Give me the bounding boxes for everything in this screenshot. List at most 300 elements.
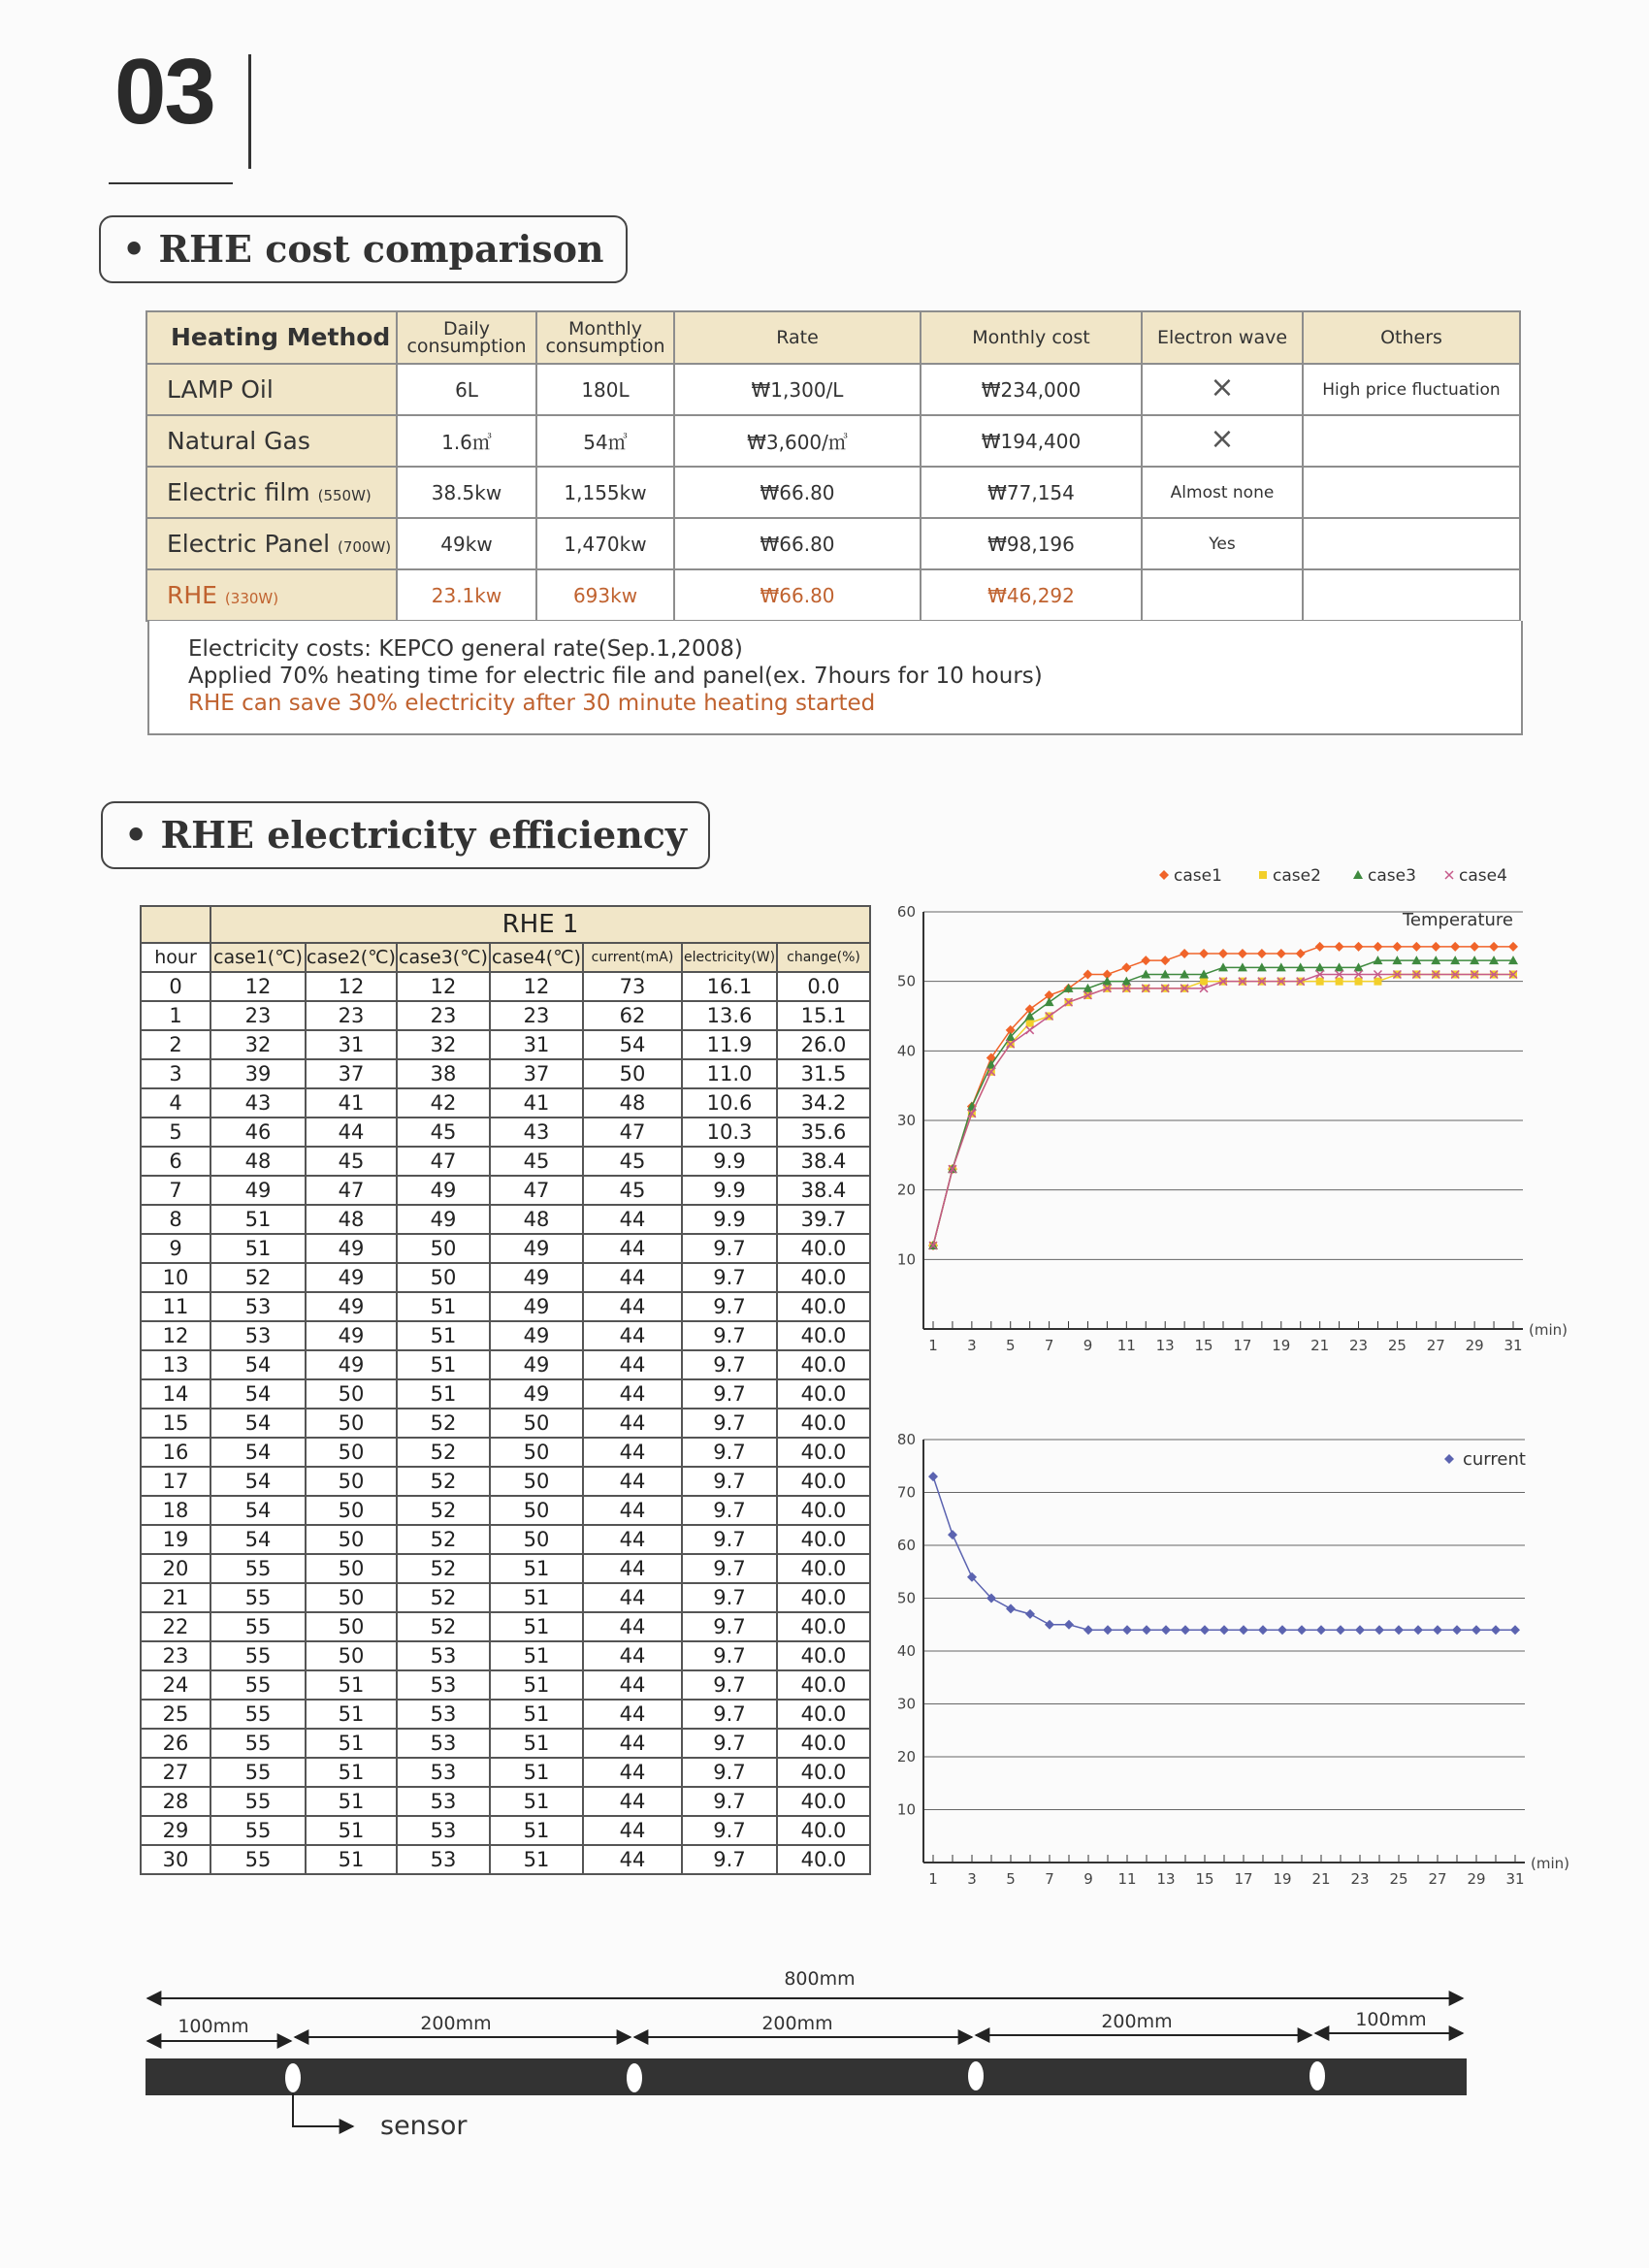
table-row (141, 1845, 870, 1874)
table-group-header (141, 906, 870, 943)
cross-icon: × (1210, 421, 1235, 456)
header-monthly-cost: Monthly cost (921, 311, 1142, 364)
data-point-current (1491, 1625, 1501, 1635)
others-value (1303, 569, 1520, 621)
header-electron-wave: Electron wave (1142, 311, 1303, 364)
hour-cell: 18 (141, 1496, 210, 1525)
value-cell: 49 (490, 1321, 583, 1350)
value-cell: 12 (490, 972, 583, 1001)
value-cell: 52 (397, 1583, 490, 1612)
value-cell: 73 (583, 972, 682, 1001)
wave-value (1142, 364, 1303, 415)
y-tick-label: 50 (896, 1589, 916, 1607)
value-cell: 45 (583, 1147, 682, 1176)
cost-notes (147, 621, 1523, 735)
value-cell: 9.7 (682, 1379, 777, 1409)
y-tick-label: 60 (896, 1537, 916, 1554)
hour-cell: 12 (141, 1321, 210, 1350)
column-header: case3(℃) (397, 943, 490, 972)
hour-cell: 3 (141, 1059, 210, 1088)
value-cell: 11.9 (682, 1030, 777, 1059)
value-cell: 53 (397, 1670, 490, 1700)
legend-marker-case2 (1259, 871, 1267, 879)
sensor-label: sensor (380, 2111, 468, 2141)
x-tick-label: 1 (928, 1870, 938, 1888)
data-point-case1 (1180, 949, 1189, 958)
value-cell: 40.0 (777, 1816, 870, 1845)
segment-label: 200mm (1101, 2011, 1173, 2032)
legend-marker-case1 (1159, 870, 1169, 880)
efficiency-section-title: • RHE electricity efficiency (101, 801, 710, 869)
value-cell: 12 (397, 972, 490, 1001)
data-point-current (1471, 1625, 1481, 1635)
daily-value: 23.1kw (397, 569, 536, 621)
value-cell: 44 (583, 1583, 682, 1612)
data-point-current (1239, 1625, 1248, 1635)
value-cell: 9.9 (682, 1147, 777, 1176)
value-cell: 9.7 (682, 1263, 777, 1292)
value-cell: 44 (306, 1118, 397, 1147)
value-cell: 9.9 (682, 1205, 777, 1234)
data-point-case1 (1121, 962, 1131, 972)
hour-cell: 13 (141, 1350, 210, 1379)
value-cell: 51 (397, 1292, 490, 1321)
value-cell: 32 (210, 1030, 306, 1059)
value-cell: 52 (397, 1554, 490, 1583)
wave-value: Almost none (1142, 467, 1303, 518)
column-header: electricity(W) (682, 943, 777, 972)
hour-cell: 28 (141, 1787, 210, 1816)
x-tick-label: 13 (1156, 1870, 1176, 1888)
sensor-layout-diagram (136, 1960, 1494, 2154)
value-cell: 9.9 (682, 1176, 777, 1205)
data-point-case1 (1238, 949, 1247, 958)
value-cell: 38 (397, 1059, 490, 1088)
value-cell: 49 (306, 1350, 397, 1379)
method-name: RHE (330W) (146, 569, 397, 621)
value-cell: 50 (306, 1496, 397, 1525)
value-cell: 23 (210, 1001, 306, 1030)
value-cell: 42 (397, 1088, 490, 1118)
hour-cell: 27 (141, 1758, 210, 1787)
method-name: LAMP Oil (146, 364, 397, 415)
efficiency-table (140, 905, 871, 1875)
table-header-row (146, 311, 1520, 364)
header-daily-consumption: Daily consumption (397, 311, 536, 364)
total-length-label: 800mm (784, 1968, 856, 1990)
hour-cell: 30 (141, 1845, 210, 1874)
x-tick-label: 29 (1467, 1870, 1486, 1888)
temperature-chart (883, 854, 1568, 1358)
value-cell: 62 (583, 1001, 682, 1030)
value-cell: 9.7 (682, 1583, 777, 1612)
value-cell: 50 (490, 1525, 583, 1554)
value-cell: 50 (306, 1379, 397, 1409)
value-cell: 50 (490, 1467, 583, 1496)
value-cell: 40.0 (777, 1641, 870, 1670)
value-cell: 37 (306, 1059, 397, 1088)
legend-label: case4 (1459, 866, 1507, 886)
hour-cell: 17 (141, 1467, 210, 1496)
note-line: Electricity costs: KEPCO general rate(Sep.1,2008) (188, 636, 743, 662)
data-point-case1 (1354, 942, 1364, 952)
value-cell: 39.7 (777, 1205, 870, 1234)
value-cell: 51 (306, 1700, 397, 1729)
table-row (141, 1438, 870, 1467)
value-cell: 49 (306, 1321, 397, 1350)
value-cell: 40.0 (777, 1292, 870, 1321)
value-cell: 55 (210, 1641, 306, 1670)
x-tick-label: 31 (1504, 1337, 1523, 1354)
value-cell: 51 (210, 1205, 306, 1234)
value-cell: 51 (490, 1554, 583, 1583)
x-tick-label: 7 (1044, 1337, 1054, 1354)
value-cell: 44 (583, 1729, 682, 1758)
value-cell: 44 (583, 1467, 682, 1496)
monthly-value: 1,470kw (536, 518, 674, 569)
value-cell: 46 (210, 1118, 306, 1147)
value-cell: 23 (490, 1001, 583, 1030)
segment-label: 100mm (1355, 2009, 1427, 2030)
value-cell: 9.7 (682, 1292, 777, 1321)
legend-marker-case4 (1445, 871, 1453, 879)
value-cell: 54 (210, 1467, 306, 1496)
value-cell: 53 (397, 1845, 490, 1874)
daily-value: 38.5kw (397, 467, 536, 518)
table-row (141, 1030, 870, 1059)
value-cell: 9.7 (682, 1787, 777, 1816)
value-cell: 50 (306, 1438, 397, 1467)
series-line-case2 (933, 975, 1513, 1247)
table-row (141, 1205, 870, 1234)
value-cell: 52 (397, 1525, 490, 1554)
value-cell: 53 (397, 1816, 490, 1845)
value-cell: 40.0 (777, 1467, 870, 1496)
value-cell: 9.7 (682, 1758, 777, 1787)
header-rate: Rate (674, 311, 921, 364)
x-tick-label: 19 (1273, 1870, 1292, 1888)
value-cell: 54 (583, 1030, 682, 1059)
x-tick-label: 29 (1465, 1337, 1484, 1354)
value-cell: 44 (583, 1670, 682, 1700)
value-cell: 51 (306, 1670, 397, 1700)
x-tick-label: 9 (1083, 1337, 1093, 1354)
data-point-current (1122, 1625, 1132, 1635)
value-cell: 55 (210, 1787, 306, 1816)
data-point-case3 (1045, 997, 1054, 1006)
table-row (141, 1583, 870, 1612)
value-cell: 44 (583, 1350, 682, 1379)
data-point-current (948, 1530, 957, 1539)
table-row (141, 1176, 870, 1205)
value-cell: 9.7 (682, 1641, 777, 1670)
hour-cell: 7 (141, 1176, 210, 1205)
value-cell: 40.0 (777, 1379, 870, 1409)
value-cell: 54 (210, 1379, 306, 1409)
hour-cell: 16 (141, 1438, 210, 1467)
current-chart (883, 1416, 1569, 1901)
table-row (146, 467, 1520, 518)
table-row (141, 1758, 870, 1787)
legend-label: current (1463, 1449, 1526, 1470)
table-row (141, 1700, 870, 1729)
y-tick-label: 70 (896, 1483, 916, 1502)
value-cell: 53 (397, 1729, 490, 1758)
value-cell: 48 (306, 1205, 397, 1234)
x-tick-label: 27 (1428, 1870, 1447, 1888)
monthly-value: 180L (536, 364, 674, 415)
others-value (1303, 518, 1520, 569)
value-cell: 51 (490, 1670, 583, 1700)
value-cell: 9.7 (682, 1321, 777, 1350)
table-row (146, 518, 1520, 569)
table-row-rhe (146, 569, 1520, 621)
value-cell: 35.6 (777, 1118, 870, 1147)
value-cell: 44 (583, 1292, 682, 1321)
value-cell: 53 (397, 1787, 490, 1816)
value-cell: 49 (306, 1292, 397, 1321)
column-header: hour (141, 943, 210, 972)
value-cell: 55 (210, 1816, 306, 1845)
data-point-case1 (1199, 949, 1209, 958)
hour-cell: 9 (141, 1234, 210, 1263)
column-header: current(mA) (583, 943, 682, 972)
value-cell: 50 (490, 1496, 583, 1525)
x-tick-label: 7 (1045, 1870, 1054, 1888)
value-cell: 40.0 (777, 1729, 870, 1758)
value-cell: 9.7 (682, 1670, 777, 1700)
hour-cell: 11 (141, 1292, 210, 1321)
value-cell: 16.1 (682, 972, 777, 1001)
value-cell: 44 (583, 1496, 682, 1525)
hour-cell: 24 (141, 1670, 210, 1700)
data-point-current (1413, 1625, 1423, 1635)
value-cell: 51 (306, 1729, 397, 1758)
data-point-case1 (1141, 956, 1150, 965)
value-cell: 44 (583, 1438, 682, 1467)
value-cell: 41 (306, 1088, 397, 1118)
value-cell: 26.0 (777, 1030, 870, 1059)
table-row (146, 415, 1520, 467)
data-point-current (1103, 1625, 1113, 1635)
table-row (141, 1118, 870, 1147)
value-cell: 51 (306, 1816, 397, 1845)
value-cell: 44 (583, 1205, 682, 1234)
page-number: 03 (114, 40, 214, 144)
data-point-current (1374, 1625, 1384, 1635)
value-cell: 23 (397, 1001, 490, 1030)
data-point-current (1394, 1625, 1404, 1635)
hour-cell: 6 (141, 1147, 210, 1176)
value-cell: 49 (490, 1263, 583, 1292)
value-cell: 12 (210, 972, 306, 1001)
value-cell: 23 (306, 1001, 397, 1030)
sensor-marker (285, 2063, 301, 2092)
table-row (141, 1321, 870, 1350)
cost-section-title: • RHE cost comparison (99, 215, 628, 283)
x-tick-label: 9 (1083, 1870, 1093, 1888)
hour-cell: 5 (141, 1118, 210, 1147)
value-cell: 40.0 (777, 1263, 870, 1292)
y-tick-label: 10 (896, 1250, 916, 1269)
value-cell: 48 (210, 1147, 306, 1176)
value-cell: 10.6 (682, 1088, 777, 1118)
wave-value: Yes (1142, 518, 1303, 569)
data-point-case1 (1373, 942, 1382, 952)
value-cell: 44 (583, 1321, 682, 1350)
data-point-current (1045, 1620, 1054, 1630)
value-cell: 55 (210, 1670, 306, 1700)
data-point-case1 (1411, 942, 1421, 952)
data-point-current (1433, 1625, 1442, 1635)
value-cell: 9.7 (682, 1816, 777, 1845)
value-cell: 55 (210, 1845, 306, 1874)
value-cell: 48 (490, 1205, 583, 1234)
value-cell: 53 (397, 1700, 490, 1729)
value-cell: 49 (210, 1176, 306, 1205)
value-cell: 51 (210, 1234, 306, 1263)
value-cell: 40.0 (777, 1758, 870, 1787)
value-cell: 48 (583, 1088, 682, 1118)
others-value: High price fluctuation (1303, 364, 1520, 415)
chart-title: Temperature (1402, 910, 1513, 930)
value-cell: 49 (306, 1234, 397, 1263)
value-cell: 44 (583, 1758, 682, 1787)
value-cell: 50 (490, 1409, 583, 1438)
y-tick-label: 50 (896, 972, 916, 990)
value-cell: 40.0 (777, 1583, 870, 1612)
hour-cell: 20 (141, 1554, 210, 1583)
value-cell: 51 (490, 1729, 583, 1758)
value-cell: 34.2 (777, 1088, 870, 1118)
daily-value: 6L (397, 364, 536, 415)
note-line-highlight: RHE can save 30% electricity after 30 minute heating started (188, 691, 876, 716)
value-cell: 54 (210, 1496, 306, 1525)
page-number-divider (248, 54, 251, 169)
cross-icon: × (1210, 370, 1235, 405)
value-cell: 40.0 (777, 1350, 870, 1379)
wave-value (1142, 415, 1303, 467)
value-cell: 15.1 (777, 1001, 870, 1030)
value-cell: 51 (306, 1845, 397, 1874)
legend-marker-case3 (1353, 870, 1363, 879)
x-tick-label: 15 (1195, 1870, 1214, 1888)
hour-cell: 25 (141, 1700, 210, 1729)
value-cell: 31 (306, 1030, 397, 1059)
data-point-case1 (1277, 949, 1286, 958)
value-cell: 50 (306, 1554, 397, 1583)
series-line-case1 (933, 947, 1513, 1246)
x-tick-label: 5 (1006, 1870, 1016, 1888)
series-line-current (933, 1476, 1515, 1630)
data-point-case2 (1355, 978, 1363, 986)
header-heating-method: Heating Method (146, 311, 397, 364)
wave-value (1142, 569, 1303, 621)
x-tick-label: 17 (1233, 1337, 1252, 1354)
table-row (141, 1088, 870, 1118)
x-tick-label: 11 (1117, 1870, 1137, 1888)
value-cell: 31.5 (777, 1059, 870, 1088)
value-cell: 51 (490, 1641, 583, 1670)
value-cell: 44 (583, 1700, 682, 1729)
others-value (1303, 415, 1520, 467)
value-cell: 55 (210, 1729, 306, 1758)
hour-cell: 19 (141, 1525, 210, 1554)
data-point-current (1025, 1609, 1035, 1619)
value-cell: 45 (306, 1147, 397, 1176)
value-cell: 51 (490, 1583, 583, 1612)
segment-label: 200mm (420, 2013, 492, 2034)
table-row (141, 1525, 870, 1554)
value-cell: 50 (306, 1612, 397, 1641)
value-cell: 40.0 (777, 1438, 870, 1467)
x-tick-label: 13 (1155, 1337, 1175, 1354)
table-column-header (141, 943, 870, 972)
hour-cell: 10 (141, 1263, 210, 1292)
value-cell: 44 (583, 1845, 682, 1874)
value-cell: 39 (210, 1059, 306, 1088)
sensor-marker (1310, 2061, 1325, 2090)
value-cell: 49 (490, 1234, 583, 1263)
value-cell: 53 (210, 1321, 306, 1350)
rate-value: ₩66.80 (674, 518, 921, 569)
value-cell: 52 (397, 1612, 490, 1641)
data-point-case1 (1257, 949, 1267, 958)
value-cell: 40.0 (777, 1612, 870, 1641)
value-cell: 49 (490, 1350, 583, 1379)
hour-cell: 15 (141, 1409, 210, 1438)
value-cell: 52 (397, 1409, 490, 1438)
data-point-case1 (1160, 956, 1170, 965)
value-cell: 51 (490, 1787, 583, 1816)
value-cell: 51 (306, 1787, 397, 1816)
x-axis-label: (min) (1529, 1321, 1568, 1339)
rate-value: ₩1,300/L (674, 364, 921, 415)
group-header-empty (141, 906, 210, 943)
x-tick-label: 31 (1505, 1870, 1525, 1888)
data-point-case2 (1374, 978, 1381, 986)
value-cell: 44 (583, 1554, 682, 1583)
data-point-case1 (1392, 942, 1402, 952)
sensor-marker (968, 2061, 984, 2090)
value-cell: 54 (210, 1438, 306, 1467)
table-row (141, 1147, 870, 1176)
table-row (141, 1496, 870, 1525)
table-row (141, 1379, 870, 1409)
rate-value: ₩66.80 (674, 467, 921, 518)
hour-cell: 29 (141, 1816, 210, 1845)
data-point-case1 (1296, 949, 1306, 958)
monthly-value: 693kw (536, 569, 674, 621)
group-header-rhe1: RHE 1 (210, 906, 870, 943)
x-tick-label: 25 (1389, 1870, 1408, 1888)
x-axis-label: (min) (1531, 1855, 1569, 1872)
data-point-case2 (1200, 978, 1208, 986)
data-point-case1 (1335, 942, 1344, 952)
hour-cell: 8 (141, 1205, 210, 1234)
value-cell: 31 (490, 1030, 583, 1059)
y-tick-label: 20 (896, 1748, 916, 1766)
value-cell: 9.7 (682, 1700, 777, 1729)
y-tick-label: 20 (896, 1181, 916, 1199)
x-tick-label: 27 (1426, 1337, 1445, 1354)
value-cell: 50 (397, 1263, 490, 1292)
method-name: Electric film (550W) (146, 467, 397, 518)
data-point-case2 (1316, 978, 1324, 986)
value-cell: 52 (397, 1438, 490, 1467)
x-tick-label: 21 (1310, 1337, 1330, 1354)
cost-value: ₩234,000 (921, 364, 1142, 415)
